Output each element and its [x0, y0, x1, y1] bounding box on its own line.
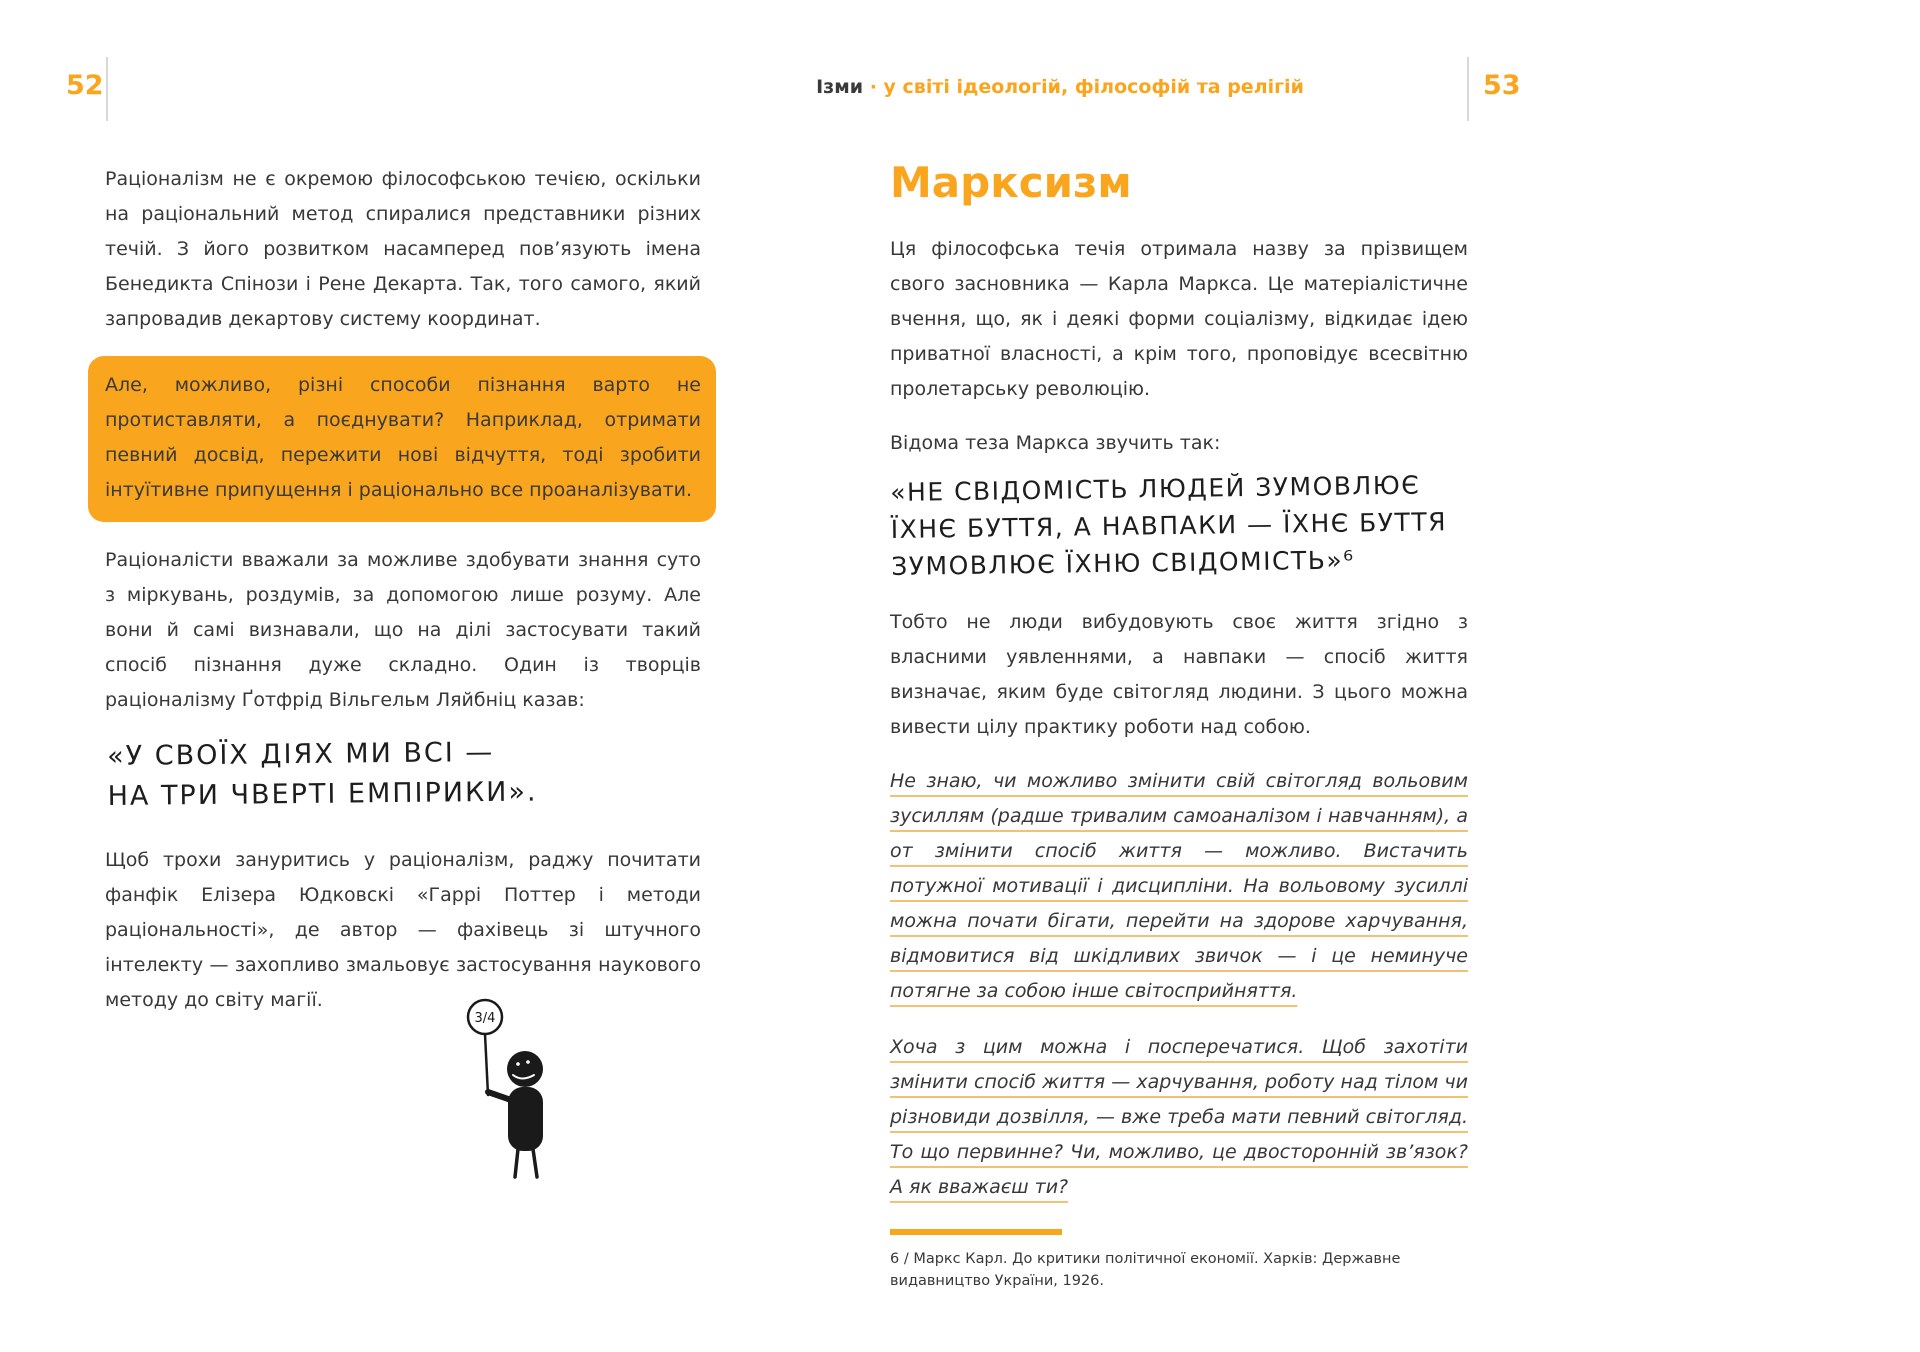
figure-leg [515, 1149, 518, 1177]
running-header-title: Ізми [816, 76, 864, 98]
running-header [816, 76, 1304, 98]
figure-head [507, 1051, 543, 1087]
paragraph-thesis-explained: Тобто не люди вибудовують своє життя згідно з власними уявленнями, а навпаки — спосіб життя визначає, яким буде світогляд людини. З цього можна вивести цілу практику роботи над собою. [890, 611, 1468, 739]
right-page-number-divider [1467, 57, 1469, 121]
figure-body [508, 1087, 543, 1151]
stick-figure-illustration [447, 997, 567, 1197]
left-page-number-divider [106, 57, 108, 121]
paragraph-marxism-intro: Ця філософська течія отримала назву за прізвищем свого засновника — Карла Маркса. Це матеріалістичне вчення, що, як і деякі форми соціалізму, відкидає ідею приватної власності, а крім того, проповідує всесвітню пролетарську революцію. [890, 238, 1468, 401]
footnote-divider [890, 1229, 1062, 1235]
right-page-number: 53 [1483, 70, 1521, 101]
quote-line: ЇХНЄ БУТТЯ, А НАВПАКИ — ЇХНЄ БУТТЯ [890, 507, 1448, 545]
sign-label: 3/4 [474, 1011, 496, 1026]
section-heading-marxism: Марксизм [890, 158, 1132, 207]
figure-eye [516, 1062, 520, 1066]
paragraph-rationalism-intro: Раціоналізм не є окремою філософською течією, оскільки на раціональний метод спиралися представники різних течій. З його розвитком насамперед пов’язують імена Бенедикта Спінози і Рене Декарта. Так, того самого, який запровадив декартову систему координат. [105, 168, 701, 330]
footnote-text: 6 / Маркс Карл. До критики політичної економії. Харків: Державне видавництво України, 1926. [890, 1251, 1401, 1290]
paragraph-thesis-intro: Відома теза Маркса звучить так: [890, 432, 1221, 455]
right-page-column [890, 158, 1468, 1292]
figure-leg [533, 1149, 537, 1177]
handwritten-quote-marx [890, 466, 1469, 585]
running-header-separator: · [869, 76, 877, 98]
left-page-column [105, 162, 701, 1037]
figure-eye [526, 1060, 530, 1064]
quote-line: ЗУМОВЛЮЄ ЇХНЮ СВІДОМІСТЬ»⁶ [891, 545, 1355, 582]
paragraph-rationalists: Раціоналісти вважали за можливе здобувати знання суто з міркувань, роздумів, за допомогою лише розуму. Але вони й самі визнавали, що на ділі застосувати такий спосіб пізнання дуже складно. Один із творців раціоналізму Ґотфрід Вільгельм Ляйбніц казав: [105, 549, 701, 711]
handwritten-quote-leibniz [107, 731, 702, 817]
quote-line: «НЕ СВІДОМІСТЬ ЛЮДЕЙ ЗУМОВЛЮЄ [890, 470, 1421, 508]
paragraph-fanfic: Щоб трохи зануритись у раціоналізм, раджу почитати фанфік Елізера Юдковскі «Гаррі Поттер і методи раціональності», де автор — фахівець зі штучного інтелекту — захопливо змальовує застосування наукового методу до світу магії. [105, 849, 701, 1011]
running-header-subtitle: у світі ідеологій, філософій та релігій [883, 76, 1304, 98]
quote-line: «У СВОЇХ ДІЯХ МИ ВСІ — [107, 736, 495, 772]
sign-stick [485, 1034, 488, 1095]
highlight-box: Але, можливо, різні способи пізнання варто не протиставляти, а поєднувати? Наприклад, отримати певний досвід, пережити нові відчуття, тоді зробити інтуїтивне припущення і раціонально все проаналізувати. [88, 356, 716, 522]
quote-line: НА ТРИ ЧВЕРТІ ЕМПІРИКИ». [107, 776, 538, 812]
left-page-number: 52 [66, 70, 104, 101]
author-note-1: Не знаю, чи можливо змінити свій світогляд вольовим зусиллям (радше тривалим самоаналізом і навчанням), а от змінити спосіб життя — можливо. Вистачить потужної мотивації і дисципліни. На вольовому зусиллі можна почати бігати, перейти на здорове харчування, відмовитися від шкідливих звичок — і це неминуче потягне за собою інше світосприйняття. [890, 770, 1468, 1003]
figure-arm [488, 1092, 511, 1100]
author-note-2: Хоча з цим можна і посперечатися. Щоб захотіти змінити спосіб життя — харчування, роботу над тілом чи різновиди дозвілля, — вже треба мати певний світогляд. То що первинне? Чи, можливо, це двосторонній зв’язок? А як вважаєш ти? [890, 1036, 1468, 1199]
